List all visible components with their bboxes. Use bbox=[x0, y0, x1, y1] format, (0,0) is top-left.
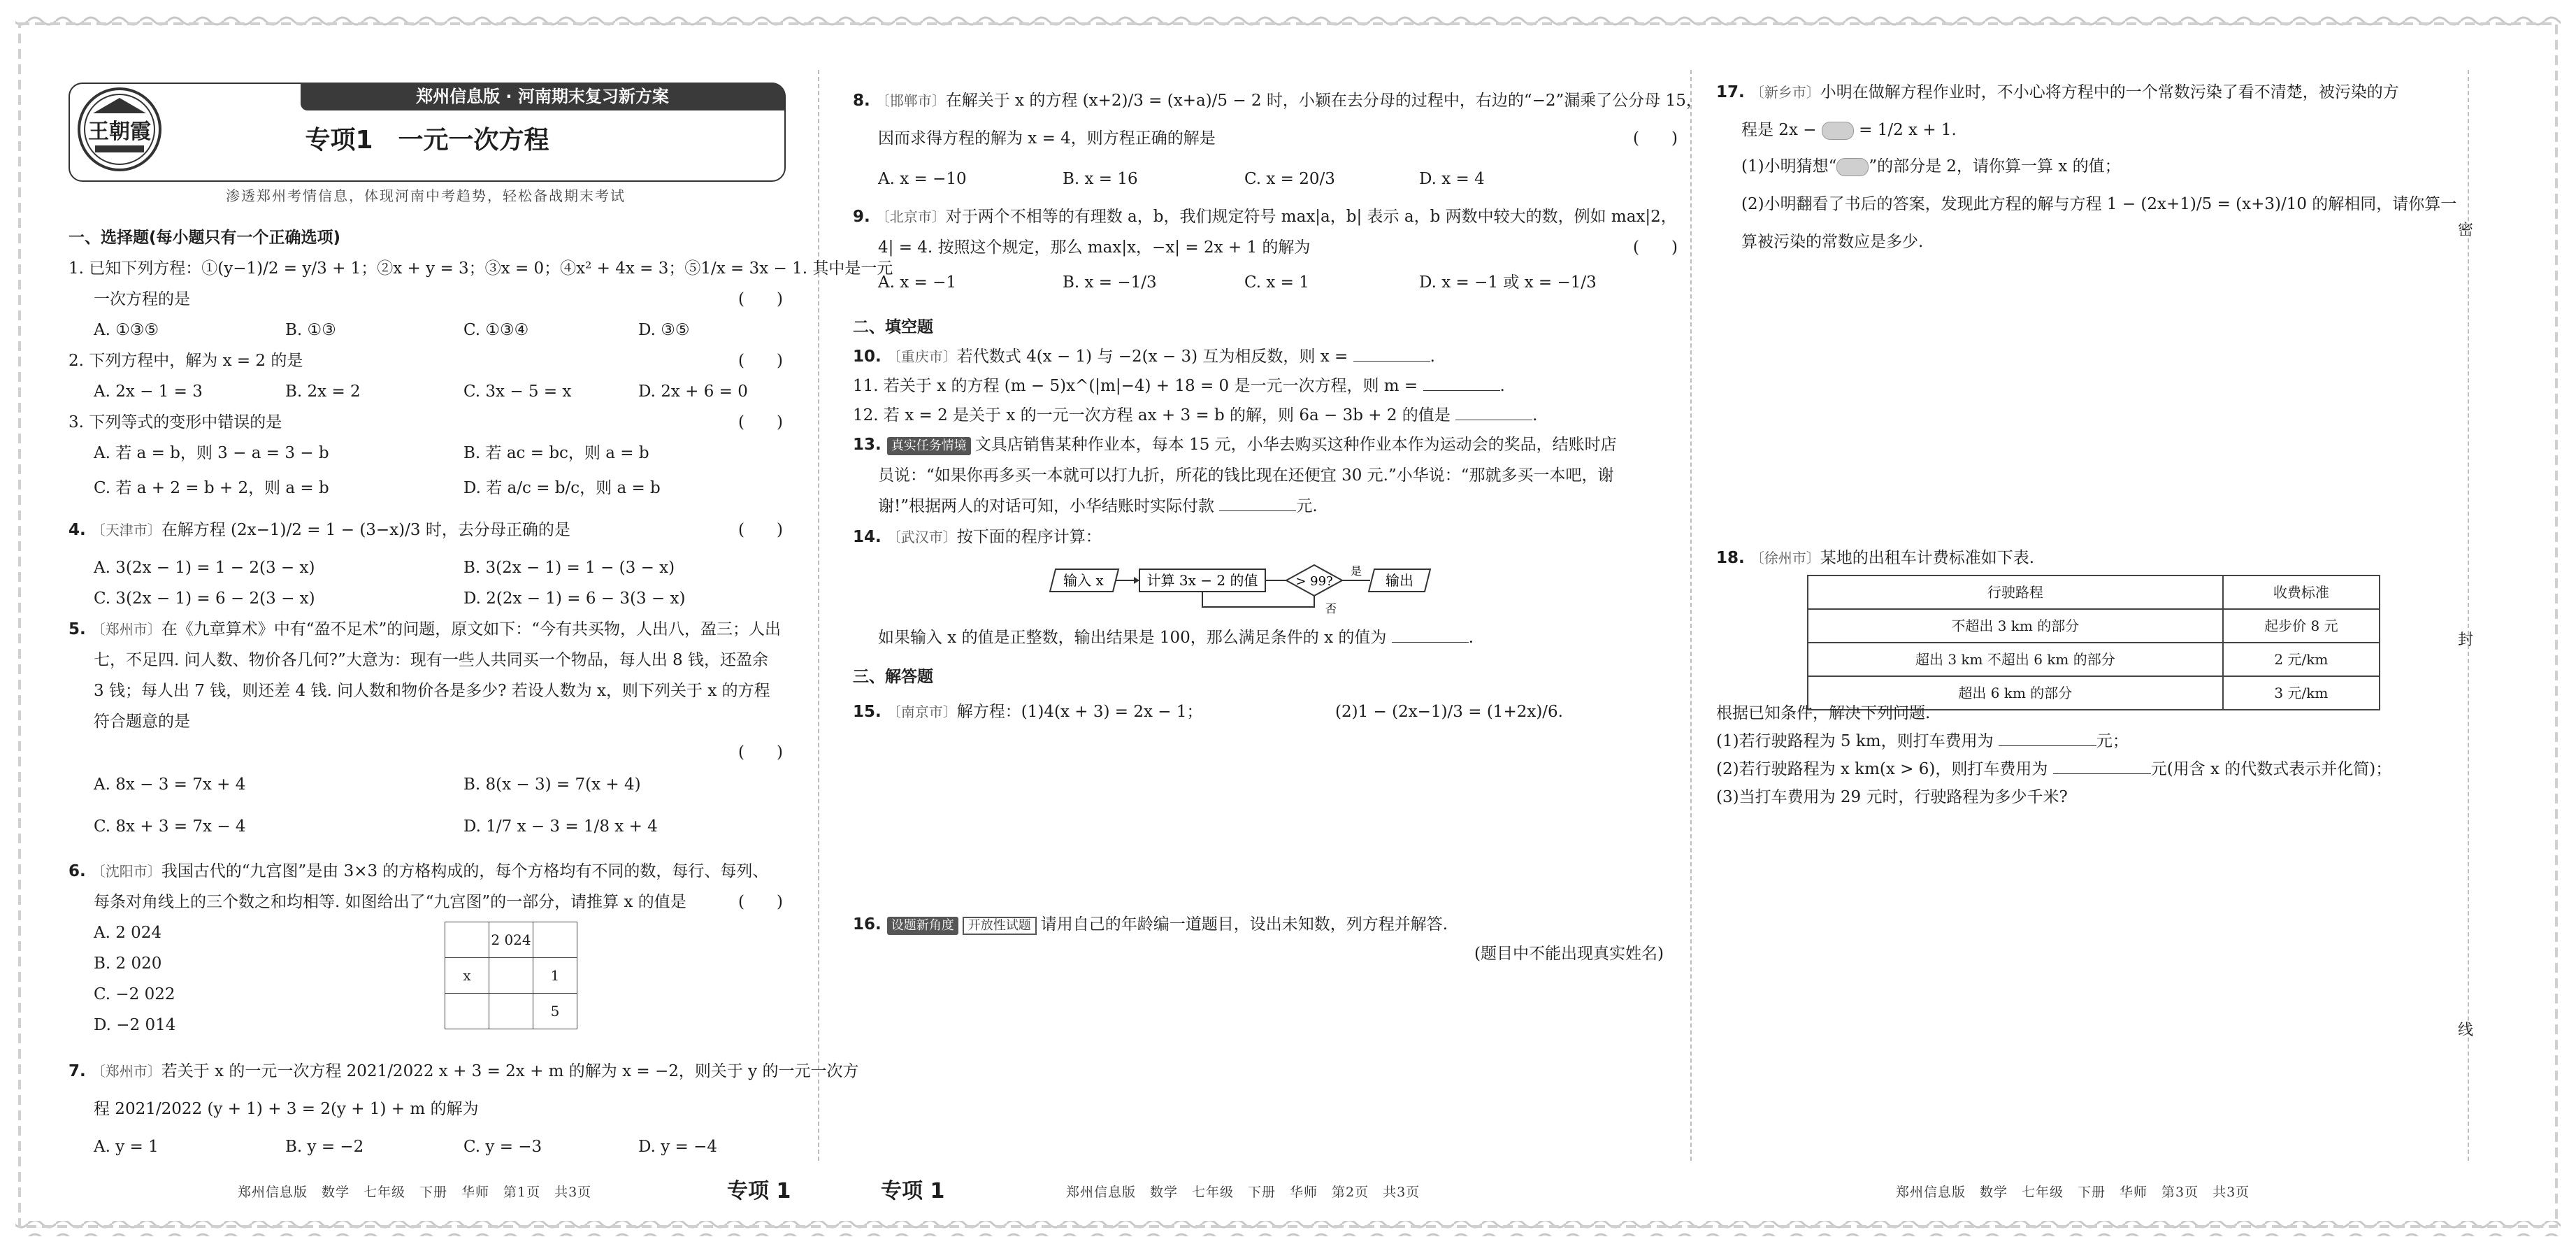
question-18-part1: (1)若行驶路程为 5 km，则打车费用为 元； bbox=[1716, 732, 2129, 750]
grid-cell bbox=[445, 922, 489, 958]
flow-no: 否 bbox=[1325, 602, 1337, 615]
option[interactable]: D. 2x + 6 = 0 bbox=[638, 383, 748, 401]
footer-page-3: 郑州信息版 数学 七年级 下册 华师 第3页 共3页 bbox=[1896, 1185, 2250, 1200]
question-4: 4. 〔天津市〕在解方程 (2x−1)/2 = 1 − (3−x)/3 时，去分母正确的是 bbox=[69, 521, 570, 539]
question-17-part2: (2)小明翻看了书后的答案，发现此方程的解与方程 1 − (2x+1)/5 = (x+3)/10 的解相同，请你算一 bbox=[1741, 195, 2457, 213]
question-1-cont: 一次方程的是 bbox=[94, 290, 190, 308]
grid-cell bbox=[489, 958, 533, 994]
header-box bbox=[69, 83, 786, 182]
option[interactable]: D. −2 014 bbox=[94, 1016, 176, 1034]
column-divider bbox=[818, 70, 819, 1161]
section-heading: 一、选择题(每小题只有一个正确选项) bbox=[69, 229, 341, 247]
option[interactable]: A. x = −10 bbox=[878, 170, 967, 188]
section-heading: 二、填空题 bbox=[853, 318, 933, 336]
option[interactable]: D. 1/7 x − 3 = 1/8 x + 4 bbox=[463, 817, 658, 836]
question-5-cont: 符合题意的是 bbox=[94, 713, 190, 731]
option[interactable]: A. ①③⑤ bbox=[94, 321, 159, 339]
grid-cell: 5 bbox=[533, 994, 577, 1029]
option[interactable]: C. y = −3 bbox=[463, 1138, 542, 1156]
table-row bbox=[1808, 576, 2380, 609]
question-16: 16. 设题新角度 开放性试题 请用自己的年龄编一道题目，设出未知数，列方程并解答. bbox=[853, 915, 1448, 934]
option[interactable]: D. x = −1 或 x = −1/3 bbox=[1419, 273, 1597, 292]
smudge-icon bbox=[1836, 158, 1869, 176]
question-16-note: (题目中不能出现真实姓名) bbox=[1474, 945, 1664, 963]
option[interactable]: A. 若 a = b，则 3 − a = 3 − b bbox=[94, 444, 329, 462]
answer-paren[interactable]: ( ) bbox=[738, 413, 783, 431]
option[interactable]: C. 3x − 5 = x bbox=[463, 383, 572, 401]
footer-page-1: 郑州信息版 数学 七年级 下册 华师 第1页 共3页 bbox=[238, 1185, 592, 1200]
svg-text:王朝霞: 王朝霞 bbox=[88, 120, 151, 144]
question-17-cont: 算被污染的常数应是多少. bbox=[1741, 233, 1924, 251]
answer-blank[interactable] bbox=[1392, 628, 1469, 643]
table-cell: 超出 6 km 的部分 bbox=[1808, 676, 2223, 710]
option[interactable]: C. 若 a + 2 = b + 2，则 a = b bbox=[94, 479, 329, 497]
flowchart bbox=[1049, 559, 1440, 615]
question-13-cont: 员说：“如果你再多买一本就可以打九折，所花的钱比现在还便宜 30 元.”小华说：“那就多买一本吧，谢 bbox=[878, 466, 1614, 485]
flow-decision: > 99? bbox=[1295, 574, 1333, 589]
option[interactable]: B. ①③ bbox=[285, 321, 336, 339]
slogan: 渗透郑州考情信息，体现河南中考趋势，轻松备战期末考试 bbox=[226, 187, 626, 204]
table-row bbox=[1808, 643, 2380, 676]
question-9: 9. 〔北京市〕对于两个不相等的有理数 a，b，我们规定符号 max|a，b| 表示 a，b 两数中较大的数，例如 max|2， bbox=[853, 208, 1677, 226]
smudge-icon bbox=[1822, 122, 1854, 140]
question-13: 13. 真实任务情境 文具店销售某种作业本，每本 15 元，小华去购买这种作业本作为运动会的奖品，结账时店 bbox=[853, 436, 1617, 454]
option[interactable]: D. x = 4 bbox=[1419, 170, 1485, 188]
answer-blank[interactable] bbox=[1455, 406, 1532, 420]
option[interactable]: C. 8x + 3 = 7x − 4 bbox=[94, 817, 246, 836]
page-title: 专项1 一元一次方程 bbox=[305, 126, 549, 155]
column-divider bbox=[1690, 70, 1692, 1161]
section-heading: 三、解答题 bbox=[853, 668, 933, 686]
option[interactable]: B. 若 ac = bc，则 a = b bbox=[463, 444, 649, 462]
option[interactable]: A. y = 1 bbox=[94, 1138, 159, 1156]
answer-paren[interactable]: ( ) bbox=[1633, 238, 1678, 257]
answer-paren[interactable]: ( ) bbox=[738, 290, 783, 308]
question-8-cont: 因而求得方程的解为 x = 4，则方程正确的解是 bbox=[878, 129, 1216, 148]
flow-output: 输出 bbox=[1386, 572, 1413, 589]
option[interactable]: B. 2 020 bbox=[94, 955, 162, 973]
answer-blank[interactable] bbox=[1423, 376, 1500, 391]
option[interactable]: C. 3(2x − 1) = 6 − 2(3 − x) bbox=[94, 589, 315, 608]
question-7: 7. 〔郑州市〕若关于 x 的一元一次方程 2021/2022 x + 3 = 2x + m 的解为 x = −2，则关于 y 的一元一次方 bbox=[69, 1062, 859, 1080]
option[interactable]: B. x = 16 bbox=[1063, 170, 1138, 188]
option[interactable]: C. x = 1 bbox=[1244, 273, 1309, 292]
option[interactable]: A. 3(2x − 1) = 1 − 2(3 − x) bbox=[94, 559, 315, 577]
question-5: 5. 〔郑州市〕在《九章算术》中有“盈不足术”的问题，原文如下：“今有共买物，人出八，盈三；人出 bbox=[69, 620, 782, 638]
table-cell: 起步价 8 元 bbox=[2223, 609, 2380, 643]
table-header: 行驶路程 bbox=[1808, 576, 2223, 609]
option[interactable]: A. 2x − 1 = 3 bbox=[94, 383, 203, 401]
table-row bbox=[1808, 609, 2380, 643]
question-17: 17. 〔新乡市〕小明在做解方程作业时，不小心将方程中的一个常数污染了看不清楚，被污染的方 bbox=[1716, 83, 2399, 101]
option[interactable]: A. x = −1 bbox=[878, 273, 957, 292]
question-3: 3. 下列等式的变形中错误的是 bbox=[69, 413, 282, 431]
grid-cell bbox=[489, 994, 533, 1029]
answer-blank[interactable] bbox=[2053, 759, 2151, 774]
option[interactable]: B. 8(x − 3) = 7(x + 4) bbox=[463, 775, 641, 794]
flow-yes: 是 bbox=[1350, 564, 1362, 578]
logo-seal-icon bbox=[75, 85, 164, 173]
option[interactable]: B. 3(2x − 1) = 1 − (3 − x) bbox=[463, 559, 675, 577]
grid-cell: x bbox=[445, 958, 489, 994]
flow-input: 输入 x bbox=[1063, 572, 1104, 589]
question-12: 12. 若 x = 2 是关于 x 的一元一次方程 ax + 3 = b 的解，则 6a − 3b + 2 的值是 . bbox=[853, 406, 1538, 424]
question-18-part2: (2)若行驶路程为 x km(x > 6)，则打车费用为 元(用含 x 的代数式表示并化简)； bbox=[1716, 760, 2392, 778]
grid-cell bbox=[533, 922, 577, 958]
option[interactable]: A. 2 024 bbox=[94, 924, 162, 942]
option[interactable]: C. −2 022 bbox=[94, 985, 175, 1003]
question-5-cont: 七，不足四. 问人数、物价各几何?”大意为：现有一些人共同买一个物品，每人出 8 钱，还盈余 bbox=[94, 651, 768, 669]
question-10: 10. 〔重庆市〕若代数式 4(x − 1) 与 −2(x − 3) 互为相反数，则 x = . bbox=[853, 348, 1435, 366]
flow-compute: 计算 3x − 2 的值 bbox=[1146, 572, 1258, 589]
option[interactable]: D. 2(2x − 1) = 6 − 3(3 − x) bbox=[463, 589, 686, 608]
question-15-part2: (2)1 − (2x−1)/3 = (1+2x)/6. bbox=[1335, 703, 1563, 721]
answer-paren[interactable]: ( ) bbox=[738, 743, 783, 762]
footer-label: 专项 1 bbox=[881, 1179, 945, 1203]
footer-label: 专项 1 bbox=[727, 1179, 791, 1203]
question-15: 15. 〔南京市〕解方程：(1)4(x + 3) = 2x − 1； bbox=[853, 703, 1203, 721]
grid-cell bbox=[445, 994, 489, 1029]
question-18: 18. 〔徐州市〕某地的出租车计费标准如下表. bbox=[1716, 549, 2035, 567]
question-13-cont: 谢!”根据两人的对话可知，小华结账时实际付款 元. bbox=[878, 497, 1318, 515]
question-14-cont: 如果输入 x 的值是正整数，输出结果是 100，那么满足条件的 x 的值为 . bbox=[878, 629, 1474, 647]
question-18-cont: 根据已知条件，解决下列问题. bbox=[1716, 704, 1931, 722]
grid-cell: 1 bbox=[533, 958, 577, 994]
nine-grid bbox=[445, 922, 577, 1029]
question-18-part3: (3)当打车费用为 29 元时，行驶路程为多少千米? bbox=[1716, 788, 2068, 806]
question-1: 1. 已知下列方程：①(y−1)/2 = y/3 + 1；②x + y = 3；③x = 0；④x² + 4x = 3；⑤1/x = 3x − 1. 其中是一元 bbox=[69, 259, 893, 278]
footer-page-2: 郑州信息版 数学 七年级 下册 华师 第2页 共3页 bbox=[1066, 1185, 1420, 1200]
question-5-cont: 3 钱；每人出 7 钱，则还差 4 钱. 问人数和物价各是多少? 若设人数为 x，则下列关于 x 的方程 bbox=[94, 682, 770, 700]
answer-paren[interactable]: ( ) bbox=[738, 352, 783, 370]
question-9-cont: 4| = 4. 按照这个规定，那么 max|x，−x| = 2x + 1 的解为 bbox=[878, 238, 1311, 257]
fare-table bbox=[1807, 575, 2380, 710]
answer-blank[interactable] bbox=[1353, 347, 1430, 362]
table-cell: 2 元/km bbox=[2223, 643, 2380, 676]
question-17-part1: (1)小明猜想“ ”的部分是 2，请你算一算 x 的值； bbox=[1741, 157, 2121, 176]
header-banner: 郑州信息版 · 河南期末复习新方案 bbox=[301, 83, 784, 110]
option[interactable]: D. y = −4 bbox=[638, 1138, 718, 1156]
question-7-cont: 程 2021/2022 (y + 1) + 3 = 2(y + 1) + m 的解为 bbox=[94, 1100, 479, 1118]
side-label: 线 bbox=[2458, 1022, 2474, 1039]
grid-cell: 2 024 bbox=[489, 922, 533, 958]
question-2: 2. 下列方程中，解为 x = 2 的是 bbox=[69, 352, 303, 370]
table-cell: 超出 3 km 不超出 6 km 的部分 bbox=[1808, 643, 2223, 676]
table-cell: 不超出 3 km 的部分 bbox=[1808, 609, 2223, 643]
question-17-cont: 程是 2x − = 1/2 x + 1. bbox=[1741, 121, 1957, 139]
question-11: 11. 若关于 x 的方程 (m − 5)x^(|m|−4) + 18 = 0 是一元一次方程，则 m = . bbox=[853, 377, 1505, 395]
question-6: 6. 〔沈阳市〕我国古代的“九宫图”是由 3×3 的方格构成的，每个方格均有不同的数，每行、每列、 bbox=[69, 862, 769, 880]
option[interactable]: D. 若 a/c = b/c，则 a = b bbox=[463, 479, 661, 497]
table-header: 收费标准 bbox=[2223, 576, 2380, 609]
side-label: 封 bbox=[2458, 631, 2474, 649]
option[interactable]: A. 8x − 3 = 7x + 4 bbox=[94, 775, 246, 794]
question-14: 14. 〔武汉市〕按下面的程序计算： bbox=[853, 528, 1102, 546]
answer-paren[interactable]: ( ) bbox=[738, 893, 783, 911]
question-6-cont: 每条对角线上的三个数之和均相等. 如图给出了“九宫图”的一部分，请推算 x 的值是 bbox=[94, 893, 686, 911]
answer-blank[interactable] bbox=[1999, 731, 2096, 746]
option[interactable]: B. 2x = 2 bbox=[285, 383, 361, 401]
option[interactable]: B. x = −1/3 bbox=[1063, 273, 1157, 292]
option[interactable]: B. y = −2 bbox=[285, 1138, 364, 1156]
answer-paren[interactable]: ( ) bbox=[738, 521, 783, 539]
side-label: 密 bbox=[2458, 222, 2474, 239]
answer-blank[interactable] bbox=[1219, 496, 1296, 511]
table-cell: 3 元/km bbox=[2223, 676, 2380, 710]
answer-paren[interactable]: ( ) bbox=[1633, 129, 1678, 148]
option[interactable]: C. ①③④ bbox=[463, 321, 529, 339]
option[interactable]: D. ③⑤ bbox=[638, 321, 690, 339]
question-8: 8. 〔邯郸市〕在解关于 x 的方程 (x+2)/3 = (x+a)/5 − 2 时，小颖在去分母的过程中，右边的“−2”漏乘了公分母 15， bbox=[853, 92, 1702, 110]
option[interactable]: C. x = 20/3 bbox=[1244, 170, 1335, 188]
